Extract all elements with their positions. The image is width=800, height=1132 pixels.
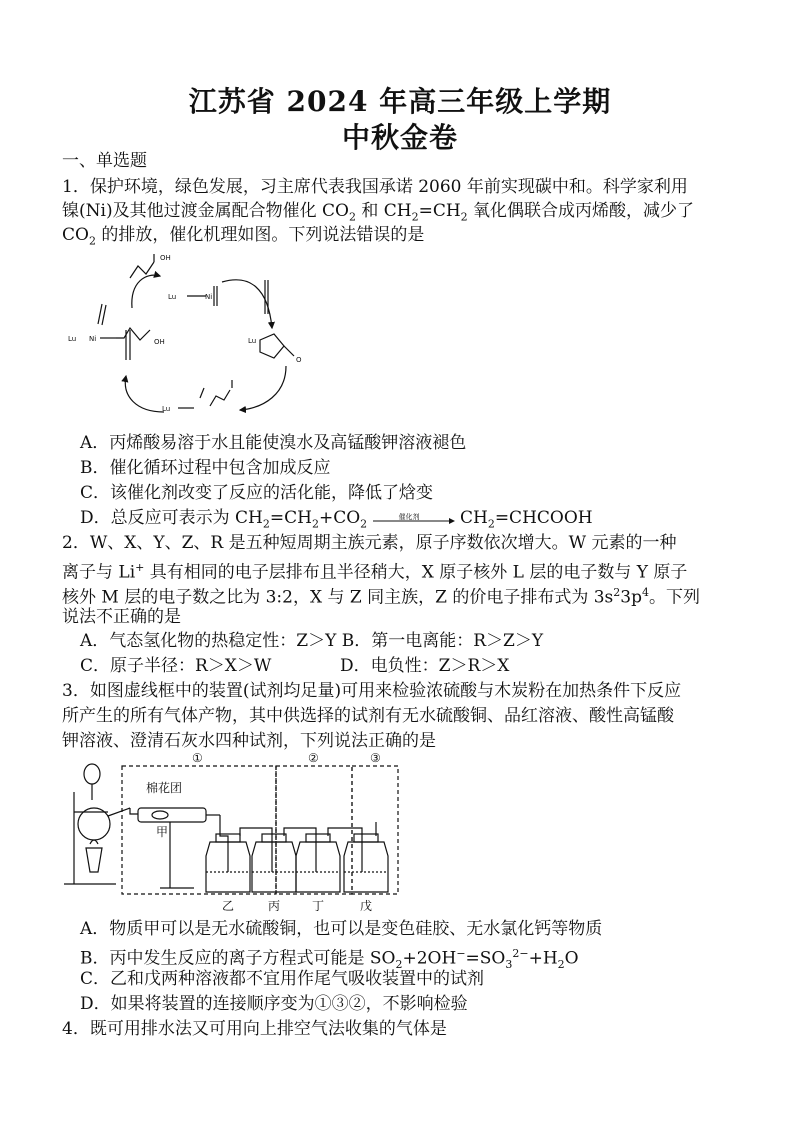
q3-apparatus-figure bbox=[60, 752, 400, 914]
reaction-arrow bbox=[373, 512, 455, 526]
q4-stem-line1: 4．既可用排水法又可用向上排空气法收集的气体是 bbox=[62, 1019, 447, 1039]
q1-fig-lu-bottom: Lu bbox=[162, 405, 171, 413]
q3-stem-line2: 所产生的所有气体产物，其中供选择的试剂有无水硫酸铜、品红溶液、酸性高锰酸 bbox=[62, 706, 674, 726]
q1-fig-oh-left: OH bbox=[154, 338, 165, 346]
q3-option-c: C．乙和戊两种溶液都不宜用作尾气吸收装置中的试剂 bbox=[80, 969, 485, 989]
q1-fig-ni-left: Ni bbox=[89, 335, 97, 343]
q2-stem-line2: 离子与 Li+ 具有相同的电子层排布且半径稍大，X 原子核外 L 层的电子数与 Y 原子 bbox=[62, 561, 688, 583]
q3-option-a: A．物质甲可以是无水硫酸铜，也可以是变色硅胶、无水氯化钙等物质 bbox=[80, 919, 603, 939]
q3-fig-label-3: ③ bbox=[370, 752, 381, 765]
q3-fig-wu: 戊 bbox=[360, 899, 373, 913]
q2-option-ab: A．气态氢化物的热稳定性：Z＞Y B．第一电离能：R＞Z＞Y bbox=[80, 631, 544, 651]
q3-fig-bing: 丙 bbox=[268, 899, 281, 913]
q2-stem-line3: 核外 M 层的电子数之比为 3:2，X 与 Z 同主族，Z 的价电子排布式为 $3s^23p^4$。下列 bbox=[62, 586, 700, 608]
q1-fig-oh-top: OH bbox=[160, 254, 171, 262]
q3-fig-jia: 甲 bbox=[156, 825, 169, 839]
q3-stem-line1: 3．如图虚线框中的装置(试剂均足量)可用来检验浓硫酸与木炭粉在加热条件下反应 bbox=[62, 681, 682, 701]
q3-fig-label-2: ② bbox=[308, 752, 319, 765]
q1-option-d: D．总反应可表示为 $CH_2=CH_2+CO_2$ 催化剂 $CH_2=CHCOOH$ bbox=[80, 507, 770, 535]
q1-option-a: A．丙烯酸易溶于水且能使溴水及高锰酸钾溶液褪色 bbox=[80, 433, 467, 453]
q1-option-b: B．催化循环过程中包含加成反应 bbox=[80, 458, 331, 478]
q1-fig-ni-top: Ni bbox=[205, 293, 213, 301]
q3-option-b: B．丙中发生反应的离子方程式可能是 $SO_2+2OH^-=SO_3^{2-}+H_2O$ bbox=[80, 947, 579, 972]
q3-option-d: D．如果将装置的连接顺序变为①③②，不影响检验 bbox=[80, 994, 468, 1014]
q1-option-c: C．该催化剂改变了反应的活化能，降低了焓变 bbox=[80, 483, 434, 503]
q1-stem-line3: $CO_2$ 的排放，催化机理如图。下列说法错误的是 bbox=[62, 225, 425, 248]
q1-fig-lu-right: Lu bbox=[248, 337, 257, 345]
catalyst-label: 催化剂 bbox=[398, 512, 420, 521]
q3-fig-yi: 乙 bbox=[222, 899, 235, 913]
section-heading: 一、单选题 bbox=[62, 151, 147, 171]
q3-fig-cotton: 棉花团 bbox=[146, 781, 183, 795]
q1-stem-line1: 1．保护环境，绿色发展，习主席代表我国承诺 2060 年前实现碳中和。科学家利用 bbox=[62, 177, 688, 197]
q2-stem-line1: 2．W、X、Y、Z、R 是五种短周期主族元素，原子序数依次增大。W 元素的一种 bbox=[62, 533, 677, 553]
q1-fig-lu-left: Lu bbox=[68, 335, 77, 343]
q3-fig-ding: 丁 bbox=[312, 899, 325, 913]
exam-title: 江苏省 2024 年高三年级上学期 bbox=[188, 85, 612, 118]
q1-fig-lu-top: Lu bbox=[168, 293, 177, 301]
q3-fig-label-1: ① bbox=[192, 752, 203, 765]
q1-fig-o-right: O bbox=[296, 356, 302, 364]
q2-stem-line4: 说法不正确的是 bbox=[62, 607, 181, 627]
q1-stem-line2: 镍(Ni)及其他过渡金属配合物催化 $CO_2$ 和 $CH_2=CH_2$ 氧化偶联合成丙烯酸，减少了 bbox=[62, 201, 695, 224]
q3-stem-line3: 钾溶液、澄清石灰水四种试剂，下列说法正确的是 bbox=[62, 731, 436, 751]
exam-subtitle: 中秋金卷 bbox=[341, 121, 458, 154]
q1-catalytic-cycle-figure bbox=[60, 248, 320, 418]
q2-option-c: C．原子半径：R＞X＞W bbox=[80, 656, 272, 676]
q2-option-d: D．电负性：Z＞R＞X bbox=[340, 656, 510, 676]
